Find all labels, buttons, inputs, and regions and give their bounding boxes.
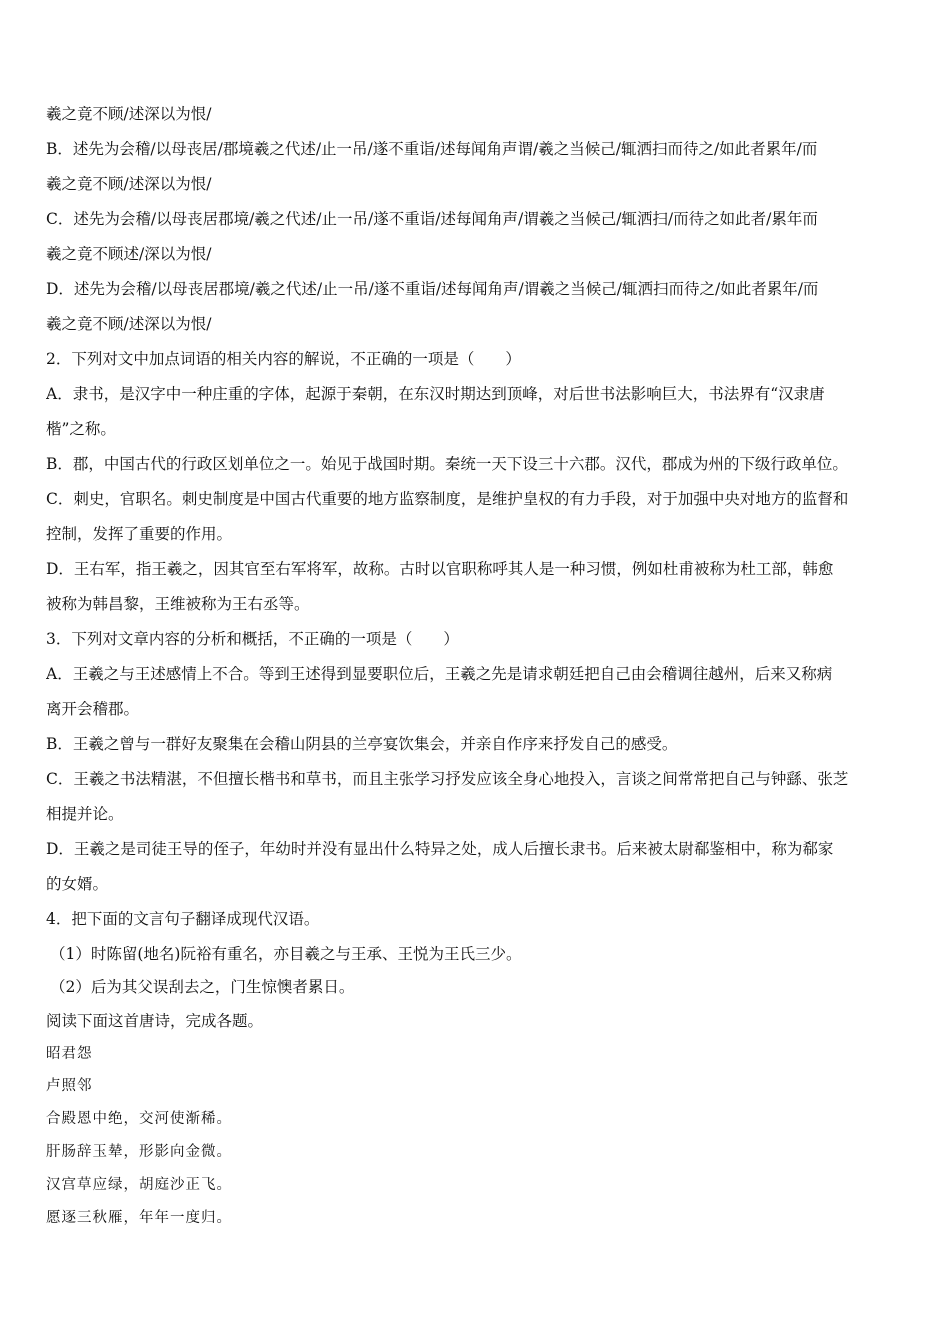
q3-option-a-line-2: 离开会稽郡。 bbox=[46, 700, 140, 718]
q1-option-a-tail: 羲之竟不顾/述深以为恨/ bbox=[46, 105, 212, 123]
q1-option-b-line-2: 羲之竟不顾/述深以为恨/ bbox=[46, 175, 212, 193]
poem-line-1: 合殿恩中绝，交河使渐稀。 bbox=[46, 1111, 232, 1127]
q2-option-a-line-1: A．隶书，是汉字中一种庄重的字体，起源于秦朝，在东汉时期达到顶峰，对后世书法影响巨大，书法界有“汉隶唐 bbox=[46, 385, 825, 403]
poem-line-4: 愿逐三秋雁，年年一度归。 bbox=[46, 1210, 232, 1226]
q1-option-b-line-1: B．述先为会稽/以母丧居/郡境羲之代述/止一吊/遂不重诣/述每闻角声谓/羲之当候己/辄洒扫而待之/如此者累年/而 bbox=[46, 140, 818, 158]
q1-option-d-line-1: D．述先为会稽/以母丧居郡境/羲之代述/止一吊/遂不重诣/述每闻角声/谓羲之当候己/辄洒扫而待之/如此者累年/而 bbox=[46, 280, 819, 298]
q4-item-1: （1）时陈留(地名)阮裕有重名，亦目羲之与王承、王悦为王氏三少。 bbox=[50, 945, 522, 963]
q2-stem: 2．下列对文中加点词语的相关内容的解说，不正确的一项是（ ） bbox=[46, 350, 521, 368]
poem-author: 卢照邻 bbox=[46, 1078, 93, 1094]
q3-option-c-line-1: C．王羲之书法精湛，不但擅长楷书和草书，而且主张学习抒发应该全身心地投入，言谈之间常常把自己与钟繇、张芝 bbox=[46, 770, 849, 788]
q1-option-d-line-2: 羲之竟不顾/述深以为恨/ bbox=[46, 315, 212, 333]
q2-option-c-line-1: C．刺史，官职名。刺史制度是中国古代重要的地方监察制度，是维护皇权的有力手段，对于加强中央对地方的监督和 bbox=[46, 490, 849, 508]
q3-option-b-line-1: B．王羲之曾与一群好友聚集在会稽山阴县的兰亭宴饮集会，并亲自作序来抒发自己的感受。 bbox=[46, 735, 678, 753]
q4-item-2: （2）后为其父误刮去之，门生惊懊者累日。 bbox=[50, 978, 355, 996]
q3-option-d-line-2: 的女婿。 bbox=[46, 875, 109, 893]
q2-option-c-line-2: 控制，发挥了重要的作用。 bbox=[46, 525, 233, 543]
q1-option-c-line-1: C．述先为会稽/以母丧居郡境/羲之代述/止一吊/遂不重诣/述每闻角声/谓羲之当候己/辄洒扫/而待之如此者/累年而 bbox=[46, 210, 818, 228]
q3-option-a-line-1: A．王羲之与王述感情上不合。等到王述得到显要职位后，王羲之先是请求朝廷把自己由会稽调往越州，后来又称病 bbox=[46, 665, 833, 683]
q2-option-d-line-1: D．王右军，指王羲之，因其官至右军将军，故称。古时以官职称呼其人是一种习惯，例如杜甫被称为杜工部，韩愈 bbox=[46, 560, 834, 578]
poem-title: 昭君怨 bbox=[46, 1046, 93, 1062]
q2-option-a-line-2: 楷”之称。 bbox=[46, 420, 116, 438]
q1-option-c-line-2: 羲之竟不顾述/深以为恨/ bbox=[46, 245, 212, 263]
q3-option-c-line-2: 相提并论。 bbox=[46, 805, 124, 823]
q2-option-d-line-2: 被称为韩昌黎，王维被称为王右丞等。 bbox=[46, 595, 310, 613]
poem-line-2: 肝肠辞玉辇，形影向金微。 bbox=[46, 1144, 232, 1160]
reading-instruction: 阅读下面这首唐诗，完成各题。 bbox=[46, 1012, 264, 1030]
q3-stem: 3．下列对文章内容的分析和概括，不正确的一项是（ ） bbox=[46, 630, 459, 648]
poem-line-3: 汉宫草应绿，胡庭沙正飞。 bbox=[46, 1177, 232, 1193]
q3-option-d-line-1: D．王羲之是司徒王导的侄子，年幼时并没有显出什么特异之处，成人后擅长隶书。后来被太尉郗鉴相中，称为郗家 bbox=[46, 840, 834, 858]
q4-stem: 4．把下面的文言句子翻译成现代汉语。 bbox=[46, 910, 320, 928]
q2-option-b-line-1: B．郡，中国古代的行政区划单位之一。始见于战国时期。秦统一天下设三十六郡。汉代，郡成为州的下级行政单位。 bbox=[46, 455, 848, 473]
